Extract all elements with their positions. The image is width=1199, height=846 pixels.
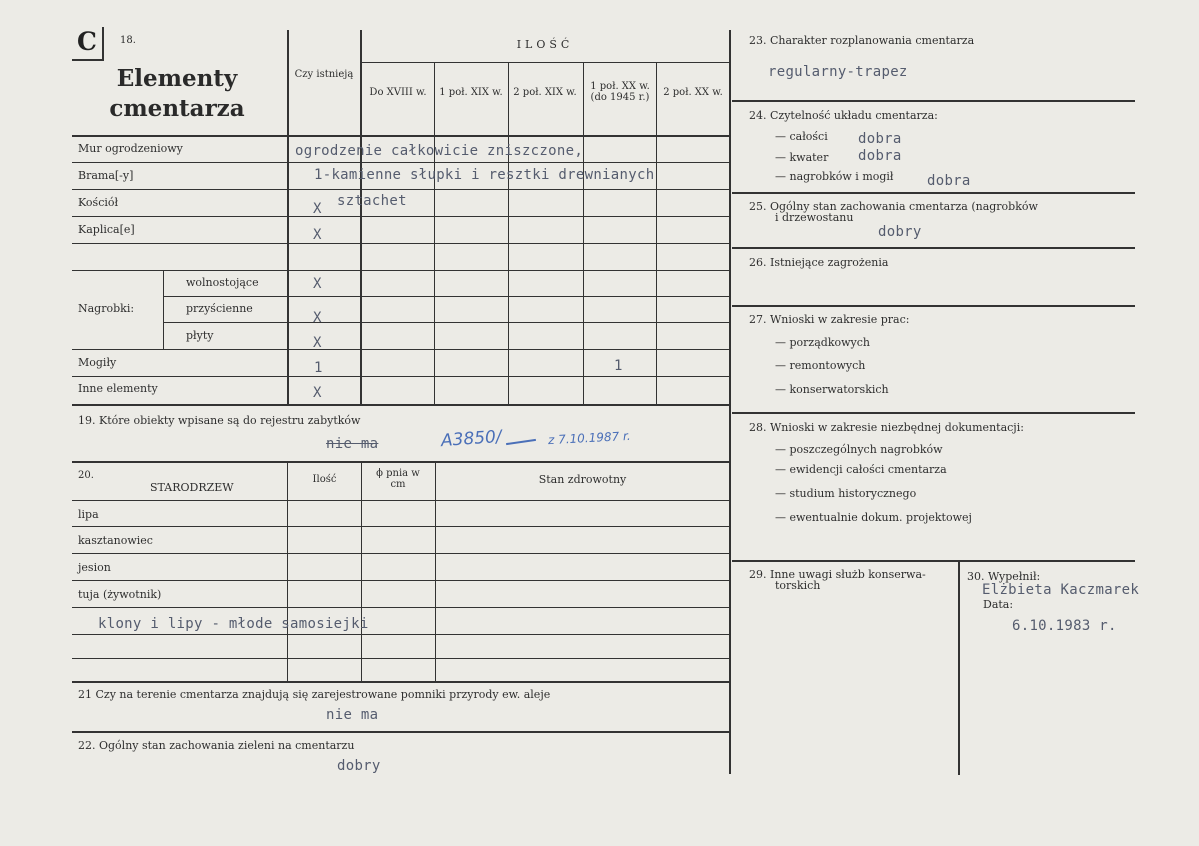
grid-line [163,322,730,323]
grid-line [656,62,657,405]
grid-line [508,62,509,405]
row-label-wall: Mur ogrodzeniowy [78,142,183,155]
grid-line [732,247,1135,249]
s24-label: 24. Czytelność układu cmentarza: [749,109,938,122]
s30-name: Elżbieta Kaczmarek [982,582,1140,598]
grid-line [732,192,1135,194]
grid-line [732,100,1135,102]
grid-line [72,243,730,244]
section-number: 18. [120,35,136,46]
grid-line [72,607,730,608]
row-label-gate: Brama[-y] [78,169,134,182]
s22-value: dobry [337,758,381,774]
row-label-other: Inne elementy [78,382,158,395]
entry-church-x: X [313,201,322,217]
s19-hand-date: z 7.10.1987 r. [547,428,631,448]
s20-col-health: Stan zdrowotny [538,473,627,486]
section-letter: C [72,27,104,61]
s23-value: regularny-trapez [768,64,908,80]
s30-label: 30. Wypełnił: [967,570,1041,583]
row-label-freestanding: wolnostojące [186,276,259,289]
period-header: 1 poł. XX w. (do 1945 r.) [590,81,650,103]
s23-label: 23. Charakter rozplanowania cmentarza [749,34,975,47]
s19-label: 19. Które obiekty wpisane są do rejestru zabytków [78,414,361,427]
grid-line [72,553,730,554]
s28-label: 28. Wnioski w zakresie niezbędnej dokumentacji: [749,421,1024,434]
grid-line [732,305,1135,307]
grid-line [72,634,730,635]
row-label-graves: Nagrobki: [78,302,135,315]
grid-line [163,270,164,349]
section-title-line1: Elementy [116,65,238,92]
grid-line [72,681,730,683]
entry-mounds-period: 1 [614,358,623,374]
s25-value: dobry [878,224,922,240]
grid-line [434,62,435,405]
grid-line [72,189,730,190]
grid-line [163,296,730,297]
qty-header: ILOŚĆ [516,38,574,51]
s25-label-line2: i drzewostanu [775,211,854,224]
grid-line [72,216,730,217]
s27-item: — porządkowych [775,336,870,349]
s24-item: — kwater [775,151,829,164]
tree-row: kasztanowiec [78,534,153,547]
s27-label: 27. Wnioski w zakresie prac: [749,313,910,326]
s24-value: dobra [858,148,902,164]
grid-line [361,62,729,63]
entry-gate: 1-kamienne słupki i resztki drewnianych [314,167,655,183]
grid-line [729,30,731,774]
s27-item: — remontowych [775,359,866,372]
s28-item: — ewidencji całości cmentarza [775,463,947,476]
grid-line [72,731,730,733]
s26-label: 26. Istniejące zagrożenia [749,256,889,269]
row-label-mounds: Mogiły [78,356,117,369]
s30-date: 6.10.1983 r. [1012,618,1117,634]
s28-item: — studium historycznego [775,487,917,500]
s20-number: 20. [78,470,94,481]
grid-line [72,376,730,377]
s28-item: — ewentualnie dokum. projektowej [775,511,972,524]
grid-line [583,62,584,405]
grid-line [72,270,730,271]
grid-line [72,135,730,137]
s29-label-line2: torskich [775,579,821,592]
row-label-wallmounted: przyścienne [186,302,253,315]
grid-line [72,526,730,527]
period-header: 1 poł. XIX w. [439,87,503,98]
entry-mounds-count: 1 [314,360,323,376]
s24-value: dobra [858,131,902,147]
entry-wall: ogrodzenie całkowicie zniszczone, [295,143,584,159]
grid-line [287,461,288,681]
s22-label: 22. Ogólny stan zachowania zieleni na cmentarzu [78,739,355,752]
grid-line [732,560,1135,562]
entry-church-note: sztachet [337,193,407,209]
s20-title: STARODRZEW [150,481,234,494]
s19-hand-register: A3850/ [440,426,503,452]
grid-line [361,461,362,681]
grid-line [72,162,730,163]
grid-line [72,658,730,659]
entry-wallmounted-x: X [313,310,322,326]
grid-line [72,500,730,501]
s29-label-line1: 29. Inne uwagi służb konserwa- [749,568,926,581]
tree-row: tuja (żywotnik) [78,588,162,601]
period-header: 2 poł. XIX w. [513,87,577,98]
s24-item: — nagrobków i mogił [775,170,894,183]
s24-item: — całości [775,130,828,143]
s20-typed-entry: klony i lipy - młode samosiejki [98,616,369,632]
entry-other-x: X [313,385,322,401]
row-label-slabs: płyty [186,329,214,342]
col-exists-header: Czy istnieją [294,69,354,80]
entry-slabs-x: X [313,335,322,351]
s19-value: nie ma [326,436,379,452]
s27-item: — konserwatorskich [775,383,889,396]
s20-col-qty: Ilość [312,474,337,485]
grid-line [435,461,436,681]
s28-item: — poszczególnych nagrobków [775,443,943,456]
grid-line [72,580,730,581]
tree-row: lipa [78,508,99,521]
grid-line [72,349,730,350]
row-label-chapel: Kaplica[e] [78,223,135,236]
s21-label: 21 Czy na terenie cmentarza znajdują się zarejestrowane pomniki przyrody ew. aleje [78,688,551,701]
grid-line [72,404,730,406]
tree-row: jesion [78,561,111,574]
s24-value: dobra [927,173,971,189]
s30-date-label: Data: [983,598,1014,611]
s21-value: nie ma [326,707,379,723]
grid-line [732,412,1135,414]
period-header: 2 poł. XX w. [663,87,723,98]
grid-line [958,560,960,775]
entry-freestanding-x: X [313,276,322,292]
grid-line [72,461,730,463]
section-title-line2: cmentarza [109,95,245,122]
entry-chapel-x: X [313,227,322,243]
section-title [92,64,262,124]
row-label-church: Kościół [78,196,119,209]
s25-label-line1: 25. Ogólny stan zachowania cmentarza (nagrobków [749,200,1038,213]
s19-hand-strike [506,439,536,445]
s20-col-diam: ϕ pnia w cm [376,468,420,490]
period-header: Do XVIII w. [369,87,427,98]
